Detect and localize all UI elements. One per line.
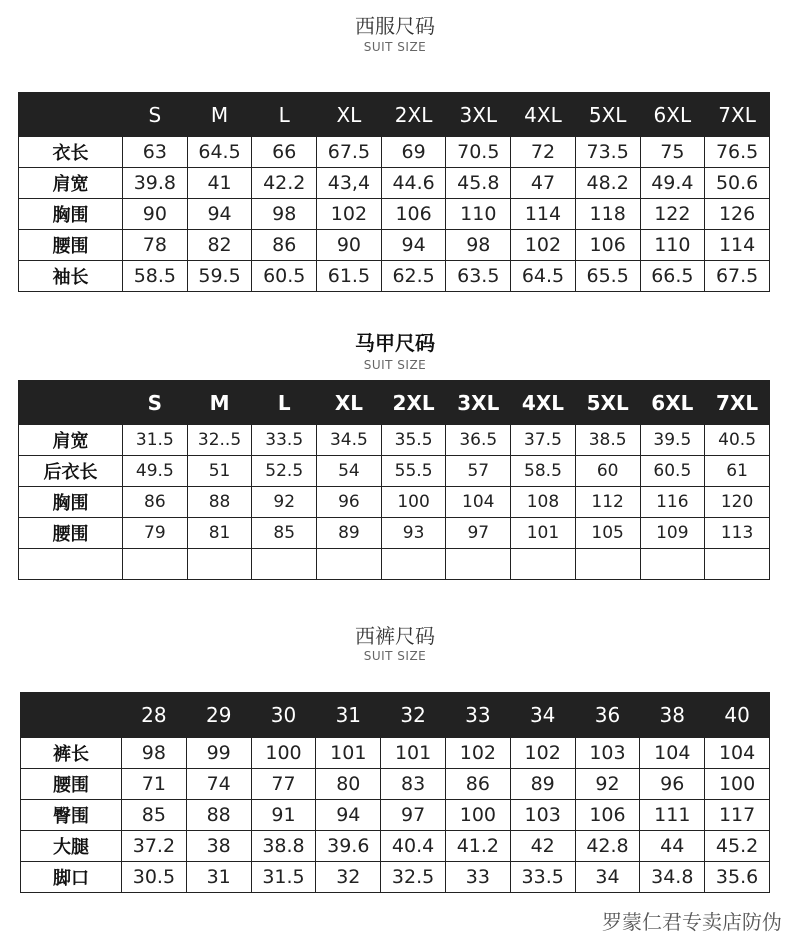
size-header-cell: 3XL: [446, 93, 511, 137]
measurement-value: 59.5: [187, 261, 252, 292]
table-row: [19, 168, 770, 199]
measurement-value: 85: [252, 518, 317, 549]
measurement-value: 88: [186, 800, 251, 831]
size-header-cell: 40: [705, 693, 770, 738]
measurement-label: 大腿: [21, 831, 122, 862]
measurement-value: 38.5: [575, 425, 640, 456]
measurement-value: 108: [511, 487, 576, 518]
measurement-value: 64.5: [187, 137, 252, 168]
measurement-value: 54: [317, 456, 382, 487]
measurement-value: 106: [381, 199, 446, 230]
pants-size-title: 西裤尺码: [355, 624, 435, 648]
measurement-value: 94: [381, 230, 446, 261]
size-header-cell: L: [252, 381, 317, 425]
size-header-cell: 28: [122, 693, 187, 738]
measurement-value: 106: [575, 230, 640, 261]
size-header-cell: 4XL: [511, 93, 576, 137]
measurement-value: 104: [640, 738, 705, 769]
measurement-label: 肩宽: [19, 425, 123, 456]
measurement-value: [187, 549, 252, 580]
measurement-value: 85: [122, 800, 187, 831]
measurement-value: 79: [123, 518, 188, 549]
suit-size-subtitle: SUIT SIZE: [363, 40, 427, 54]
measurement-label: 腰围: [19, 518, 123, 549]
vest-size-title: 马甲尺码: [355, 331, 435, 355]
measurement-value: 122: [640, 199, 705, 230]
measurement-value: 40.5: [705, 425, 770, 456]
size-header-cell: M: [187, 381, 252, 425]
measurement-value: 106: [575, 800, 640, 831]
table-row: [19, 456, 770, 487]
measurement-value: 94: [187, 199, 252, 230]
measurement-value: 100: [251, 738, 316, 769]
measurement-value: 65.5: [575, 261, 640, 292]
measurement-value: 98: [446, 230, 511, 261]
size-header-cell: 6XL: [640, 93, 705, 137]
measurement-value: 35.5: [381, 425, 446, 456]
measurement-label: 腰围: [21, 769, 122, 800]
table-row: [19, 549, 770, 580]
measurement-value: 38.8: [251, 831, 316, 862]
measurement-value: 33.5: [252, 425, 317, 456]
measurement-value: 126: [705, 199, 770, 230]
suit-size-table: [18, 92, 770, 292]
measurement-value: 32: [316, 862, 381, 893]
measurement-value: 44.6: [381, 168, 446, 199]
table-row: [21, 769, 770, 800]
measurement-label: 后衣长: [19, 456, 123, 487]
size-header-cell: 30: [251, 693, 316, 738]
size-header-cell: S: [123, 381, 188, 425]
measurement-value: 86: [445, 769, 510, 800]
measurement-value: 60.5: [640, 456, 705, 487]
measurement-value: 101: [316, 738, 381, 769]
measurement-value: 81: [187, 518, 252, 549]
size-header-cell: XL: [317, 93, 382, 137]
measurement-value: 48.2: [575, 168, 640, 199]
measurement-value: 104: [446, 487, 511, 518]
size-header-cell: 5XL: [575, 93, 640, 137]
measurement-value: 40.4: [381, 831, 446, 862]
size-header-cell: 36: [575, 693, 640, 738]
measurement-value: 102: [510, 738, 575, 769]
table-row: [19, 230, 770, 261]
measurement-value: [381, 549, 446, 580]
measurement-value: 101: [381, 738, 446, 769]
measurement-value: 49.5: [123, 456, 188, 487]
measurement-value: 31.5: [123, 425, 188, 456]
measurement-value: 117: [705, 800, 770, 831]
table-row: [21, 800, 770, 831]
measurement-value: 110: [640, 230, 705, 261]
measurement-value: 41: [187, 168, 252, 199]
suit-size-title: 西服尺码: [355, 14, 435, 38]
measurement-value: 90: [317, 230, 382, 261]
measurement-value: 71: [122, 769, 187, 800]
measurement-value: 62.5: [381, 261, 446, 292]
measurement-value: 102: [317, 199, 382, 230]
measurement-value: 118: [575, 199, 640, 230]
size-header-row: [21, 693, 770, 738]
measurement-value: 78: [123, 230, 188, 261]
measurement-value: 113: [705, 518, 770, 549]
measurement-value: 110: [446, 199, 511, 230]
measurement-value: 32..5: [187, 425, 252, 456]
measurement-label: 裤长: [21, 738, 122, 769]
measurement-value: 90: [123, 199, 188, 230]
size-header-cell: 4XL: [511, 381, 576, 425]
measurement-value: 45.2: [705, 831, 770, 862]
measurement-label: 胸围: [19, 199, 123, 230]
table-row: [19, 199, 770, 230]
measurement-value: [317, 549, 382, 580]
measurement-value: 93: [381, 518, 446, 549]
measurement-value: [252, 549, 317, 580]
measurement-value: 74: [186, 769, 251, 800]
measurement-value: [511, 549, 576, 580]
measurement-value: 99: [186, 738, 251, 769]
measurement-value: 88: [187, 487, 252, 518]
measurement-value: 39.6: [316, 831, 381, 862]
size-header-cell: L: [252, 93, 317, 137]
measurement-label: 脚口: [21, 862, 122, 893]
measurement-value: 70.5: [446, 137, 511, 168]
pants-size-subtitle: SUIT SIZE: [363, 649, 427, 663]
measurement-value: 44: [640, 831, 705, 862]
measurement-value: 61.5: [317, 261, 382, 292]
measurement-value: 37.2: [122, 831, 187, 862]
measurement-value: 67.5: [317, 137, 382, 168]
measurement-value: 63: [123, 137, 188, 168]
measurement-value: 96: [317, 487, 382, 518]
measurement-value: 86: [123, 487, 188, 518]
measurement-value: 37.5: [511, 425, 576, 456]
measurement-value: 39.5: [640, 425, 705, 456]
table-row: [19, 487, 770, 518]
measurement-label: 臀围: [21, 800, 122, 831]
table-row: [21, 738, 770, 769]
size-header-row: [19, 381, 770, 425]
measurement-value: 102: [445, 738, 510, 769]
measurement-label: 胸围: [19, 487, 123, 518]
measurement-value: 36.5: [446, 425, 511, 456]
store-watermark: 罗蒙仁君专卖店防伪: [602, 910, 782, 934]
header-corner-cell: [19, 381, 123, 425]
size-header-cell: 3XL: [446, 381, 511, 425]
vest-size-table: [18, 380, 770, 580]
measurement-value: 38: [186, 831, 251, 862]
measurement-value: 63.5: [446, 261, 511, 292]
measurement-value: 92: [252, 487, 317, 518]
size-header-cell: S: [123, 93, 188, 137]
measurement-value: 39.8: [123, 168, 188, 199]
measurement-value: 114: [511, 199, 576, 230]
measurement-value: 97: [446, 518, 511, 549]
table-row: [19, 137, 770, 168]
measurement-value: 31: [186, 862, 251, 893]
measurement-label: 袖长: [19, 261, 123, 292]
measurement-value: 96: [640, 769, 705, 800]
measurement-value: 61: [705, 456, 770, 487]
measurement-value: 41.2: [445, 831, 510, 862]
header-corner-cell: [21, 693, 122, 738]
table-row: [19, 518, 770, 549]
measurement-value: 60: [575, 456, 640, 487]
size-header-cell: 32: [381, 693, 446, 738]
pants-size-table: [20, 692, 770, 893]
measurement-value: 109: [640, 518, 705, 549]
size-header-row: [19, 93, 770, 137]
measurement-value: 57: [446, 456, 511, 487]
measurement-value: [575, 549, 640, 580]
measurement-label: 腰围: [19, 230, 123, 261]
vest-size-subtitle: SUIT SIZE: [363, 358, 427, 372]
measurement-value: 83: [381, 769, 446, 800]
size-header-cell: 33: [445, 693, 510, 738]
measurement-value: 51: [187, 456, 252, 487]
size-header-cell: 29: [186, 693, 251, 738]
size-header-cell: 7XL: [705, 381, 770, 425]
measurement-value: 103: [510, 800, 575, 831]
measurement-value: 89: [317, 518, 382, 549]
measurement-value: 67.5: [705, 261, 770, 292]
measurement-value: 100: [705, 769, 770, 800]
measurement-value: 42.8: [575, 831, 640, 862]
measurement-value: 89: [510, 769, 575, 800]
measurement-value: 66.5: [640, 261, 705, 292]
measurement-value: 50.6: [705, 168, 770, 199]
measurement-value: [123, 549, 188, 580]
size-header-cell: 7XL: [705, 93, 770, 137]
table-row: [21, 862, 770, 893]
measurement-value: 103: [575, 738, 640, 769]
measurement-value: 86: [252, 230, 317, 261]
measurement-value: 101: [511, 518, 576, 549]
measurement-value: 43,4: [317, 168, 382, 199]
measurement-value: 100: [381, 487, 446, 518]
size-header-cell: 31: [316, 693, 381, 738]
size-header-cell: XL: [317, 381, 382, 425]
measurement-value: 100: [445, 800, 510, 831]
measurement-value: 105: [575, 518, 640, 549]
measurement-value: 55.5: [381, 456, 446, 487]
measurement-value: 98: [122, 738, 187, 769]
measurement-label: [19, 549, 123, 580]
measurement-value: 98: [252, 199, 317, 230]
measurement-value: 33: [445, 862, 510, 893]
measurement-value: 120: [705, 487, 770, 518]
measurement-value: 72: [511, 137, 576, 168]
measurement-value: [640, 549, 705, 580]
measurement-value: 114: [705, 230, 770, 261]
measurement-value: 111: [640, 800, 705, 831]
measurement-value: 60.5: [252, 261, 317, 292]
header-corner-cell: [19, 93, 123, 137]
measurement-value: 66: [252, 137, 317, 168]
measurement-value: 91: [251, 800, 316, 831]
size-header-cell: 34: [510, 693, 575, 738]
measurement-value: 76.5: [705, 137, 770, 168]
size-header-cell: 2XL: [381, 381, 446, 425]
measurement-value: 34: [575, 862, 640, 893]
measurement-value: [705, 549, 770, 580]
measurement-value: 69: [381, 137, 446, 168]
measurement-value: 112: [575, 487, 640, 518]
measurement-value: 31.5: [251, 862, 316, 893]
table-row: [19, 425, 770, 456]
measurement-value: 33.5: [510, 862, 575, 893]
measurement-value: 80: [316, 769, 381, 800]
size-header-cell: 38: [640, 693, 705, 738]
measurement-label: 衣长: [19, 137, 123, 168]
size-header-cell: 5XL: [575, 381, 640, 425]
measurement-value: 116: [640, 487, 705, 518]
measurement-value: 42.2: [252, 168, 317, 199]
size-header-cell: 6XL: [640, 381, 705, 425]
size-header-cell: M: [187, 93, 252, 137]
measurement-value: 32.5: [381, 862, 446, 893]
measurement-value: 45.8: [446, 168, 511, 199]
measurement-value: 82: [187, 230, 252, 261]
table-row: [21, 831, 770, 862]
table-row: [19, 261, 770, 292]
measurement-value: 75: [640, 137, 705, 168]
measurement-value: 73.5: [575, 137, 640, 168]
measurement-value: 34.8: [640, 862, 705, 893]
measurement-value: 97: [381, 800, 446, 831]
measurement-value: 102: [511, 230, 576, 261]
measurement-value: 94: [316, 800, 381, 831]
measurement-value: 35.6: [705, 862, 770, 893]
measurement-value: 52.5: [252, 456, 317, 487]
measurement-label: 肩宽: [19, 168, 123, 199]
measurement-value: 104: [705, 738, 770, 769]
measurement-value: 49.4: [640, 168, 705, 199]
measurement-value: 92: [575, 769, 640, 800]
measurement-value: 77: [251, 769, 316, 800]
measurement-value: 30.5: [122, 862, 187, 893]
measurement-value: 64.5: [511, 261, 576, 292]
measurement-value: 58.5: [123, 261, 188, 292]
measurement-value: 58.5: [511, 456, 576, 487]
size-header-cell: 2XL: [381, 93, 446, 137]
measurement-value: 47: [511, 168, 576, 199]
measurement-value: 42: [510, 831, 575, 862]
measurement-value: 34.5: [317, 425, 382, 456]
measurement-value: [446, 549, 511, 580]
